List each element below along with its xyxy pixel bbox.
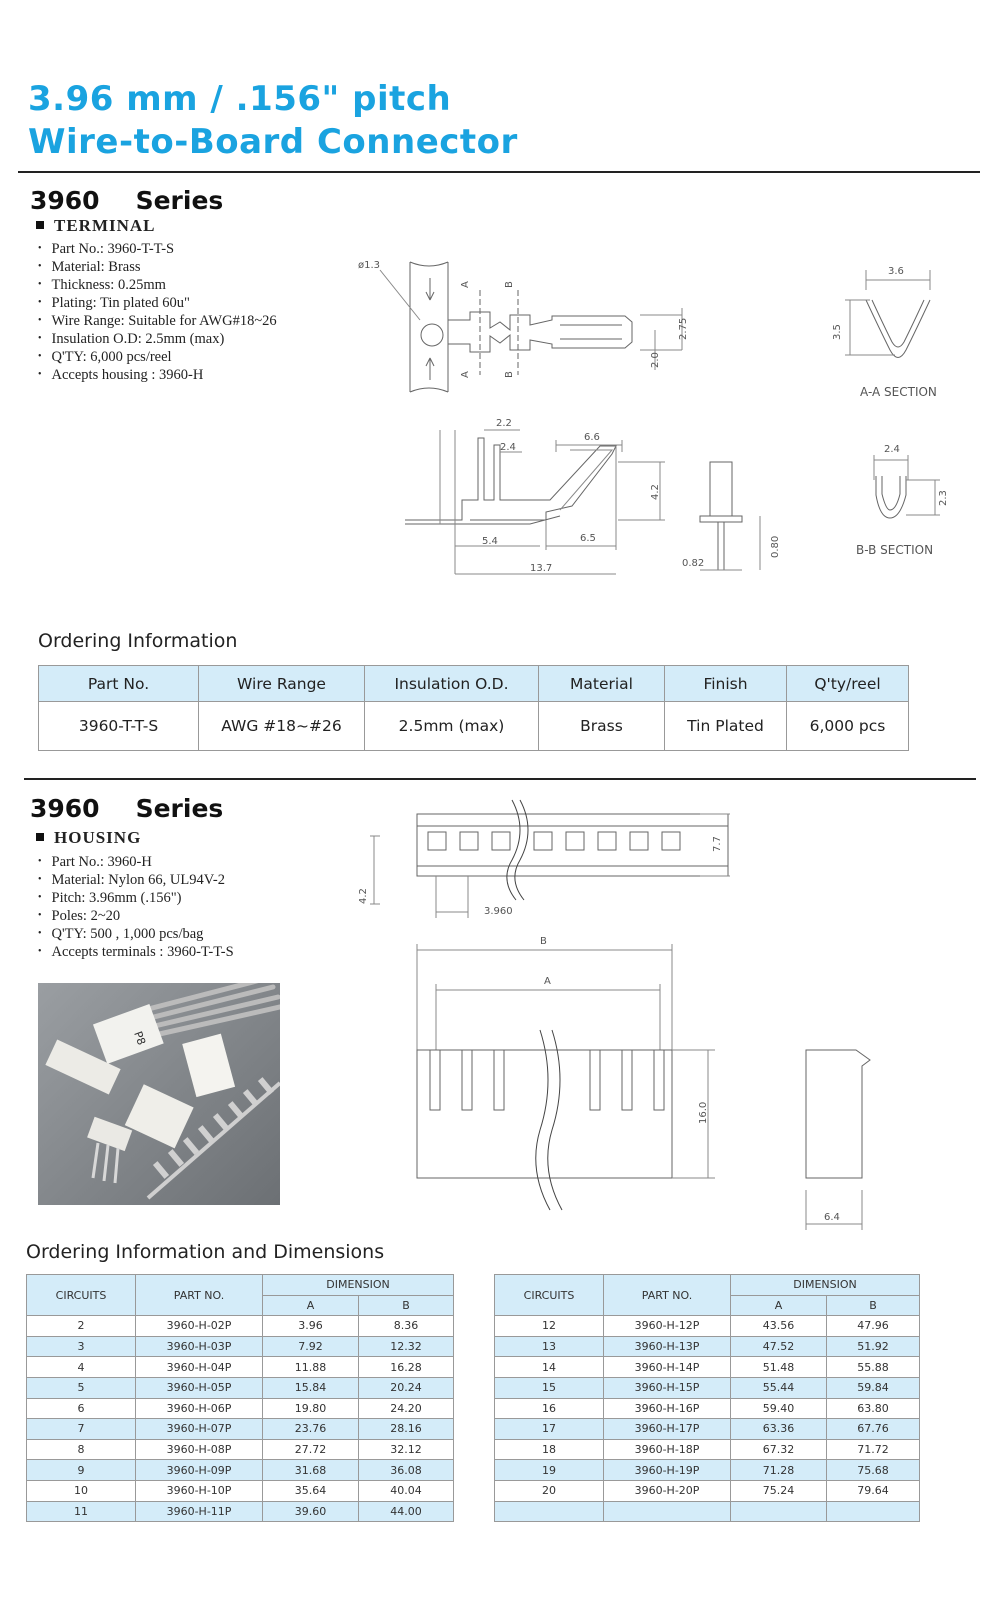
cell	[827, 1501, 920, 1522]
table-header-row	[495, 1275, 920, 1296]
header-cell: Q'ty/reel	[787, 666, 909, 702]
cell: 19.80	[263, 1398, 359, 1419]
cell: 27.72	[263, 1439, 359, 1460]
table-row	[495, 1501, 920, 1522]
dim-label: 6.5	[580, 533, 596, 544]
cell: 40.04	[359, 1480, 454, 1501]
cell: 3960-H-13P	[604, 1336, 731, 1357]
table-row	[495, 1316, 920, 1337]
spec-item: • Q'TY: 6,000 pcs/reel	[38, 348, 277, 366]
cell: 35.64	[263, 1480, 359, 1501]
header-cell: Insulation O.D.	[365, 666, 539, 702]
header-cell: DIMENSION	[731, 1275, 920, 1296]
cell: 15.84	[263, 1377, 359, 1398]
dim-label: 2.4	[500, 442, 516, 453]
dim-label: ø1.3	[358, 260, 381, 271]
cell: 55.44	[731, 1377, 827, 1398]
cell: Tin Plated	[665, 702, 787, 751]
cell: 59.40	[731, 1398, 827, 1419]
cell: 3	[27, 1336, 136, 1357]
cell: 16.28	[359, 1357, 454, 1378]
cell: 3960-H-20P	[604, 1480, 731, 1501]
series-number: 3960	[30, 186, 100, 215]
cell: 39.60	[263, 1501, 359, 1522]
spec-item: • Accepts terminals : 3960-T-T-S	[38, 943, 234, 961]
middle-divider	[24, 778, 976, 780]
cell: 3960-T-T-S	[39, 702, 199, 751]
cell: 51.92	[827, 1336, 920, 1357]
cell: 3.96	[263, 1316, 359, 1337]
cell: 3960-H-17P	[604, 1419, 731, 1440]
cell: 18	[495, 1439, 604, 1460]
spec-item: • Thickness: 0.25mm	[38, 276, 277, 294]
cell: 28.16	[359, 1419, 454, 1440]
cell: 63.80	[827, 1398, 920, 1419]
cell: 3960-H-19P	[604, 1460, 731, 1481]
dim-label: 16.0	[698, 1101, 709, 1124]
cell: 55.88	[827, 1357, 920, 1378]
header-cell: Material	[539, 666, 665, 702]
table-row	[27, 1419, 454, 1440]
cell: 3960-H-04P	[136, 1357, 263, 1378]
cell: 23.76	[263, 1419, 359, 1440]
cell: 8	[27, 1439, 136, 1460]
series-word: Series	[135, 186, 224, 215]
title-line-2: Wire-to-Board Connector	[28, 122, 518, 162]
spec-item: • Part No.: 3960-H	[38, 853, 234, 871]
cell: 3960-H-18P	[604, 1439, 731, 1460]
dim-label: 0.82	[682, 558, 705, 569]
dim-label: 3.960	[484, 906, 513, 917]
cell: 59.84	[827, 1377, 920, 1398]
cell: 75.24	[731, 1480, 827, 1501]
table-row	[495, 1439, 920, 1460]
spec-item: • Accepts housing : 3960-H	[38, 366, 277, 384]
table-row	[27, 1439, 454, 1460]
cell: 20	[495, 1480, 604, 1501]
cell: 19	[495, 1460, 604, 1481]
dim-label: 2.3	[938, 490, 949, 506]
cell: Brass	[539, 702, 665, 751]
cell: 3960-H-08P	[136, 1439, 263, 1460]
cell: 12.32	[359, 1336, 454, 1357]
cell: 5	[27, 1377, 136, 1398]
table-row	[27, 1501, 454, 1522]
dim-label: 7.7	[712, 836, 723, 852]
table-header-row	[39, 666, 909, 702]
dim-label: 2.2	[496, 418, 512, 429]
cell: 7	[27, 1419, 136, 1440]
header-cell: Part No.	[39, 666, 199, 702]
dim-label: 13.7	[530, 563, 553, 574]
dim-label: B	[540, 936, 547, 947]
header-cell: DIMENSION	[263, 1275, 454, 1296]
cell: 31.68	[263, 1460, 359, 1481]
table-row	[495, 1357, 920, 1378]
cell: 15	[495, 1377, 604, 1398]
cell: 43.56	[731, 1316, 827, 1337]
header-cell: PART NO.	[136, 1275, 263, 1316]
dim-label: 3.5	[832, 324, 843, 340]
table-row	[27, 1377, 454, 1398]
spec-item: • Wire Range: Suitable for AWG#18~26	[38, 312, 277, 330]
section-label: HOUSING	[54, 828, 142, 847]
dim-label: 2.0	[650, 352, 661, 368]
photo-label: P8	[131, 1029, 149, 1047]
spec-item: • Part No.: 3960-T-T-S	[38, 240, 277, 258]
title-line-1: 3.96 mm / .156" pitch	[28, 79, 452, 119]
dim-label: A	[460, 281, 471, 288]
table-row	[495, 1398, 920, 1419]
cell: 67.76	[827, 1419, 920, 1440]
cell: 51.48	[731, 1357, 827, 1378]
cell: 3960-H-07P	[136, 1419, 263, 1440]
cell: 3960-H-02P	[136, 1316, 263, 1337]
cell: 3960-H-15P	[604, 1377, 731, 1398]
table-row	[27, 1316, 454, 1337]
header-cell: PART NO.	[604, 1275, 731, 1316]
header-cell: Finish	[665, 666, 787, 702]
cell: 11.88	[263, 1357, 359, 1378]
cell: 47.52	[731, 1336, 827, 1357]
spec-item: • Material: Nylon 66, UL94V-2	[38, 871, 234, 889]
cell: 13	[495, 1336, 604, 1357]
spec-item: • Pitch: 3.96mm (.156")	[38, 889, 234, 907]
cell: 67.32	[731, 1439, 827, 1460]
cell: 3960-H-05P	[136, 1377, 263, 1398]
cell: 36.08	[359, 1460, 454, 1481]
cell: 3960-H-03P	[136, 1336, 263, 1357]
dimensions-table-left	[26, 1274, 454, 1522]
header-cell: B	[359, 1295, 454, 1316]
cell: 17	[495, 1419, 604, 1440]
series-word: Series	[135, 794, 224, 823]
ordering-info-title: Ordering Information	[38, 630, 238, 652]
header-cell: B	[827, 1295, 920, 1316]
dim-label: B	[504, 371, 515, 378]
cell: 79.64	[827, 1480, 920, 1501]
cell: 12	[495, 1316, 604, 1337]
dim-label: 4.2	[358, 888, 369, 904]
dim-label: 2.75	[678, 317, 689, 340]
table-header-row	[27, 1275, 454, 1296]
cell: 71.28	[731, 1460, 827, 1481]
cell: 6	[27, 1398, 136, 1419]
dim-label: A	[544, 976, 551, 987]
cell: 3960-H-10P	[136, 1480, 263, 1501]
cell: AWG #18~#26	[199, 702, 365, 751]
cell: 71.72	[827, 1439, 920, 1460]
dim-label: B	[504, 281, 515, 288]
ordering-info-table	[38, 665, 909, 751]
cell: 3960-H-14P	[604, 1357, 731, 1378]
section-caption: A-A SECTION	[860, 385, 937, 399]
table-row	[495, 1480, 920, 1501]
cell: 2.5mm (max)	[365, 702, 539, 751]
table-row	[27, 1480, 454, 1501]
housing-drawing	[0, 790, 1000, 1250]
spec-item: • Q'TY: 500 , 1,000 pcs/bag	[38, 925, 234, 943]
cell: 63.36	[731, 1419, 827, 1440]
cell: 3960-H-16P	[604, 1398, 731, 1419]
dimensions-table-right	[494, 1274, 920, 1522]
table-row	[495, 1460, 920, 1481]
dim-label: 6.6	[584, 432, 600, 443]
cell: 3960-H-06P	[136, 1398, 263, 1419]
spec-item: • Plating: Tin plated 60u"	[38, 294, 277, 312]
table-row	[27, 1398, 454, 1419]
cell: 14	[495, 1357, 604, 1378]
cell: 32.12	[359, 1439, 454, 1460]
table-row	[495, 1336, 920, 1357]
series-number: 3960	[30, 794, 100, 823]
header-cell: CIRCUITS	[27, 1275, 136, 1316]
table-row	[27, 1460, 454, 1481]
dim-label: 5.4	[482, 536, 498, 547]
cell: 10	[27, 1480, 136, 1501]
spec-item: • Insulation O.D: 2.5mm (max)	[38, 330, 277, 348]
cell	[495, 1501, 604, 1522]
dim-label: A	[460, 371, 471, 378]
cell: 44.00	[359, 1501, 454, 1522]
dimensions-title: Ordering Information and Dimensions	[26, 1241, 385, 1263]
dim-label: 3.6	[888, 266, 904, 277]
dim-label: 6.4	[824, 1212, 840, 1223]
dim-label: 0.80	[770, 535, 781, 558]
dim-label: 4.2	[650, 484, 661, 500]
header-cell: A	[731, 1295, 827, 1316]
cell: 7.92	[263, 1336, 359, 1357]
cell: 75.68	[827, 1460, 920, 1481]
cell: 3960-H-12P	[604, 1316, 731, 1337]
header-cell: A	[263, 1295, 359, 1316]
section-label: TERMINAL	[54, 216, 156, 235]
cell: 8.36	[359, 1316, 454, 1337]
table-row	[39, 702, 909, 751]
cell: 20.24	[359, 1377, 454, 1398]
table-row	[495, 1377, 920, 1398]
cell: 9	[27, 1460, 136, 1481]
cell: 3960-H-09P	[136, 1460, 263, 1481]
table-row	[27, 1357, 454, 1378]
header-cell: CIRCUITS	[495, 1275, 604, 1316]
terminal-drawing	[0, 0, 1000, 620]
header-cell: Wire Range	[199, 666, 365, 702]
cell: 47.96	[827, 1316, 920, 1337]
cell: 4	[27, 1357, 136, 1378]
cell: 3960-H-11P	[136, 1501, 263, 1522]
cell: 2	[27, 1316, 136, 1337]
table-row	[495, 1419, 920, 1440]
cell	[731, 1501, 827, 1522]
dim-label: 2.4	[884, 444, 900, 455]
cell: 6,000 pcs	[787, 702, 909, 751]
cell: 24.20	[359, 1398, 454, 1419]
spec-item: • Material: Brass	[38, 258, 277, 276]
table-row	[27, 1336, 454, 1357]
cell: 11	[27, 1501, 136, 1522]
spec-item: • Poles: 2~20	[38, 907, 234, 925]
section-caption: B-B SECTION	[856, 543, 934, 557]
cell	[604, 1501, 731, 1522]
cell: 16	[495, 1398, 604, 1419]
